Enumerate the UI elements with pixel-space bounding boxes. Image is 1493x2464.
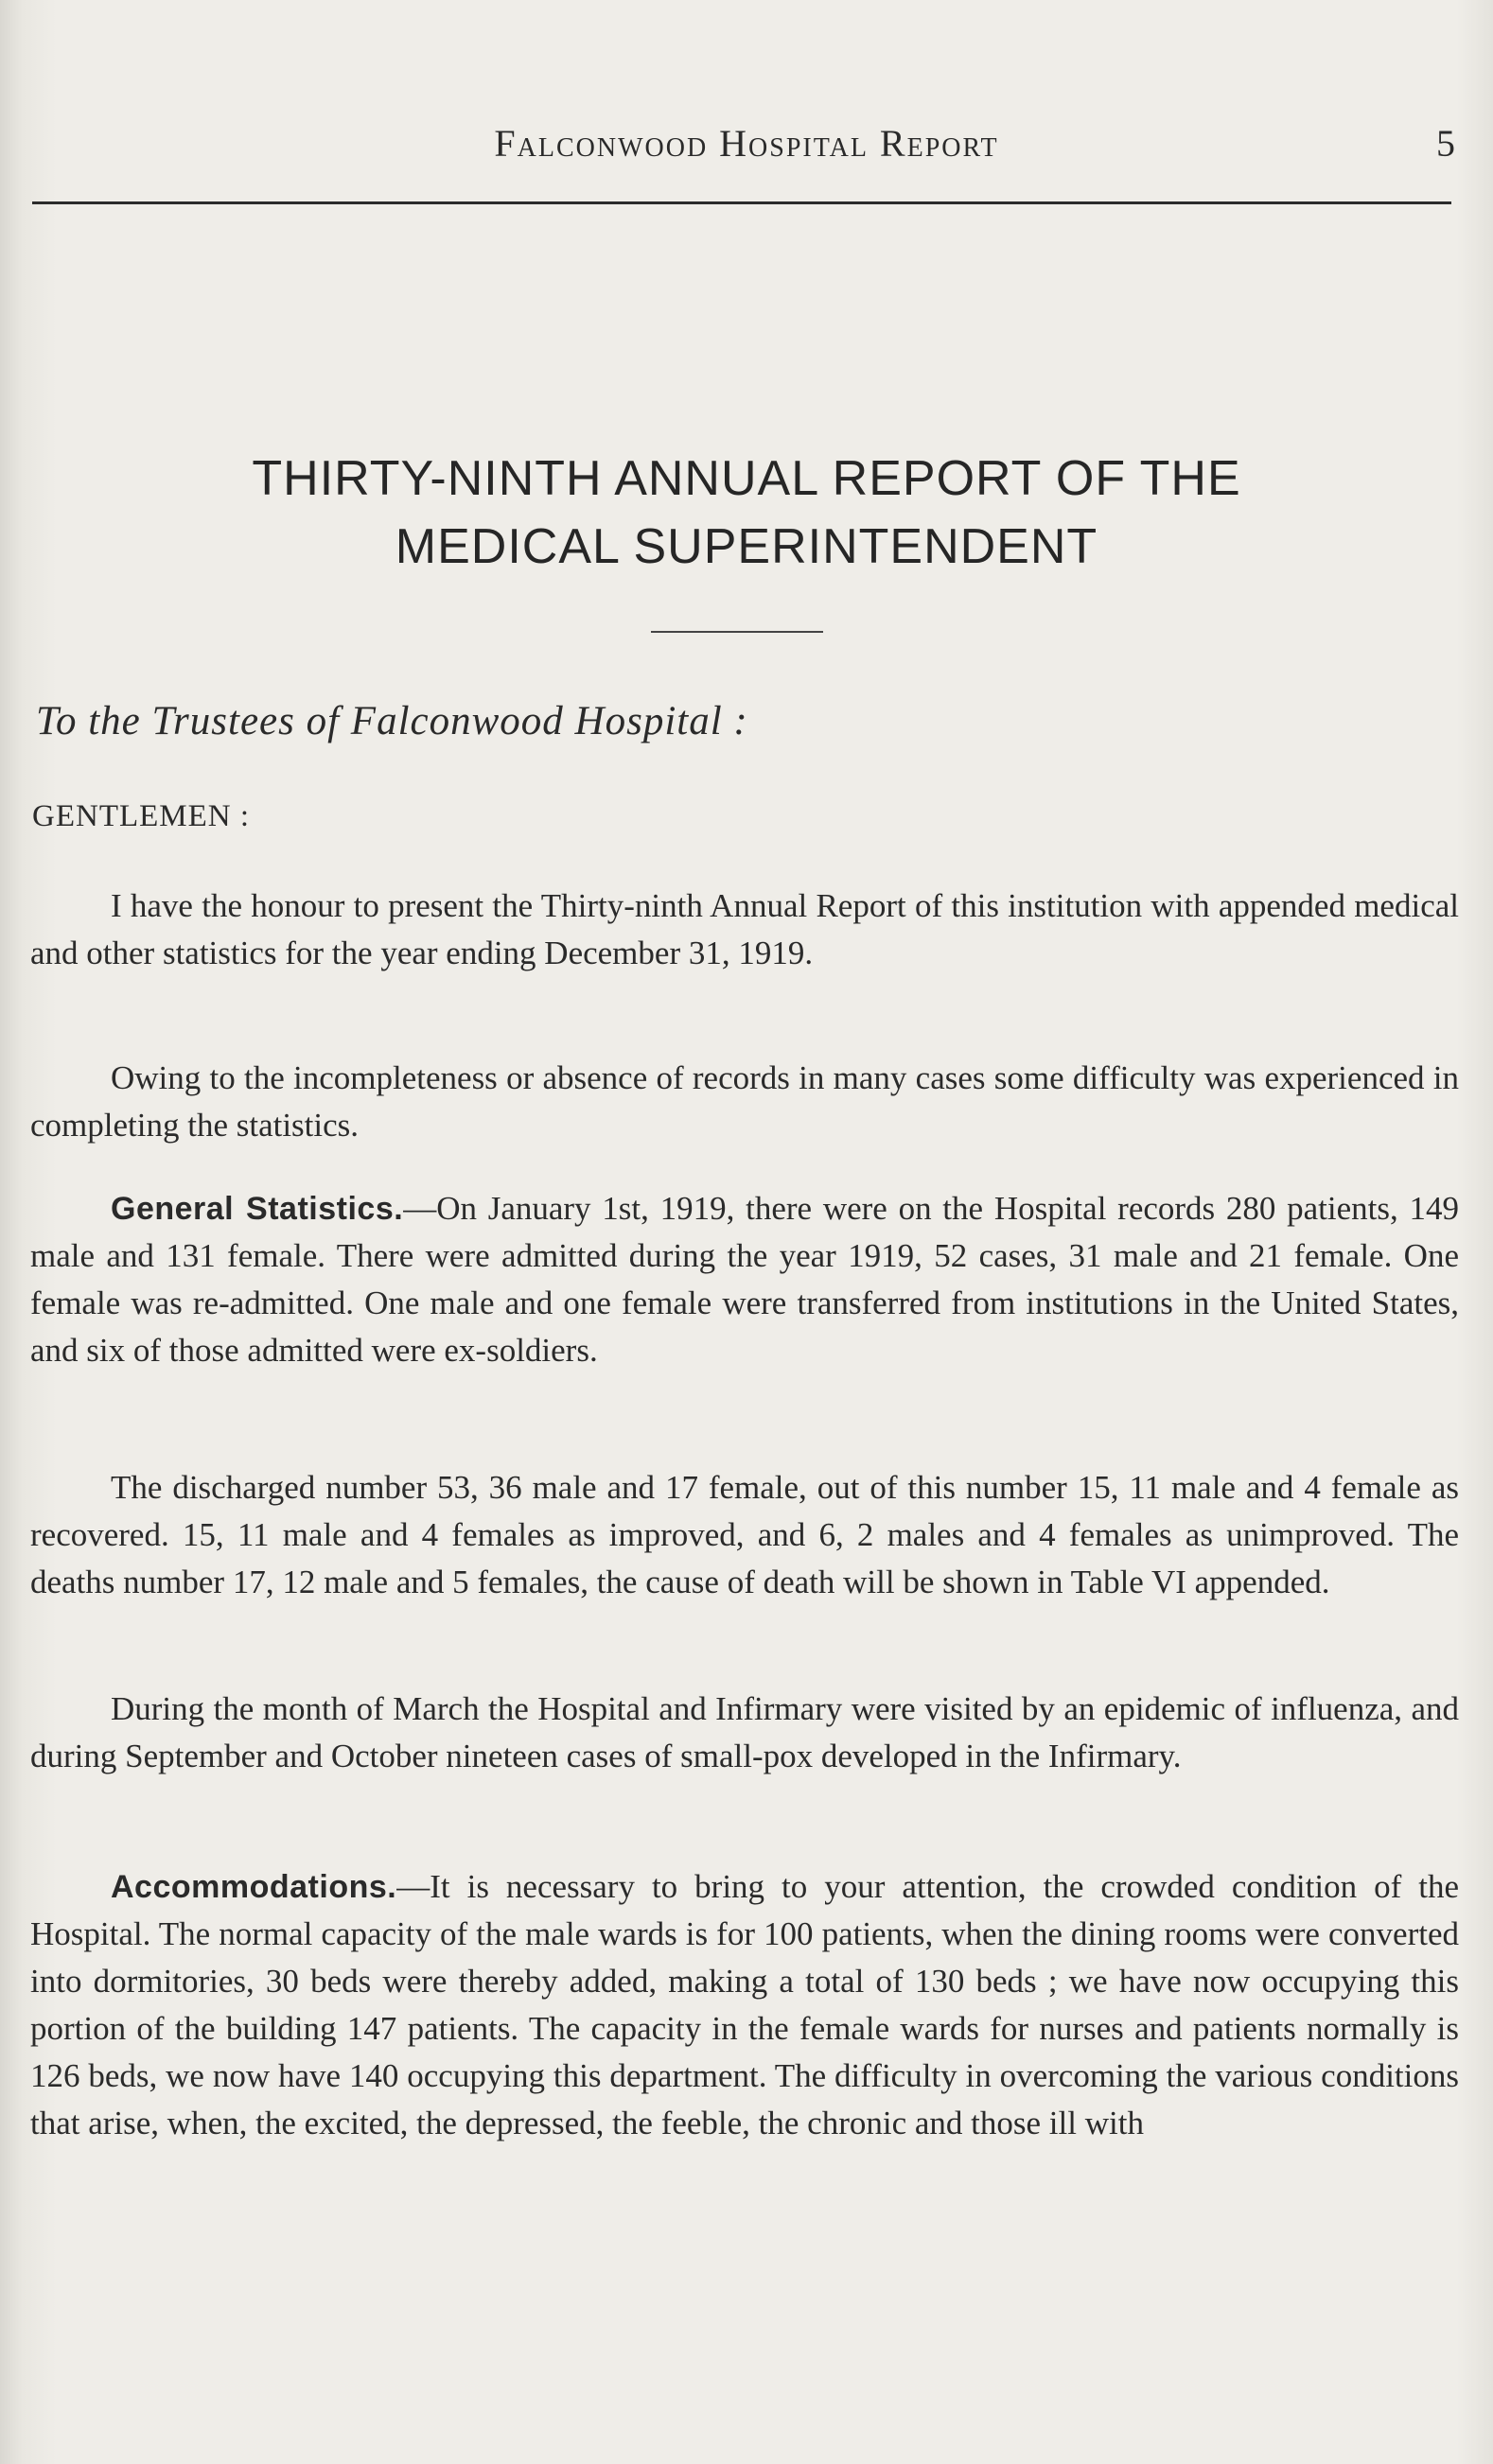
running-title: Falconwood Hospital Report [494, 122, 999, 165]
section-heading-general-statistics: General Statistics. [111, 1191, 404, 1227]
report-title-line-1: THIRTY-NINTH ANNUAL REPORT OF THE [252, 451, 1241, 506]
paragraph-text: I have the honour to present the Thirty-ninth Annual Report of this institution with appended medical and other statistics for the year ending December 31, 1919. [30, 887, 1459, 971]
paragraph-text: —It is necessary to bring to your attention, the crowded condition of the Hospital. The normal capacity of the male wards is for 100 patients, when the dining rooms were converted into dormitories, 30 beds were thereby added, making a total of 130 beds ; we have now occupying this portion of the building 147 patients. The capacity in the female wards for nurses and patients normally is 126 beds, we now have 140 occupying this department. The difficulty in overcoming the various conditions that arise, when, the excited, the depressed, the feeble, the chronic and those ill with [30, 1868, 1459, 2141]
salutation: To the Trustees of Falconwood Hospital : [36, 699, 748, 743]
report-title-line-2: MEDICAL SUPERINTENDENT [395, 519, 1098, 574]
paragraph-introduction [30, 882, 1459, 977]
greeting: GENTLEMEN : [32, 799, 251, 833]
paragraph-text: Owing to the incompleteness or absence of records in many cases some difficulty was experienced in completing the statistics. [30, 1059, 1459, 1144]
section-heading-accommodations: Accommodations. [111, 1869, 397, 1905]
running-header [0, 121, 1493, 168]
paragraph-epidemic [30, 1686, 1459, 1780]
header-rule [32, 201, 1451, 204]
title-divider [651, 631, 823, 633]
paragraph-general-statistics [30, 1185, 1459, 1374]
paragraph-text: —On January 1st, 1919, there were on the Hospital records 280 patients, 149 male and 131 female. There were admitted during the year 1919, 52 cases, 31 male and 21 female. One female was re-admitted. One male and one female were transferred from institutions in the United States, and six of those admitted were ex-soldiers. [30, 1190, 1460, 1369]
paragraph-discharges [30, 1464, 1459, 1606]
report-title [0, 445, 1493, 581]
paragraph-accommodations [30, 1863, 1459, 2147]
page-number: 5 [1436, 122, 1455, 165]
paragraph-text: The discharged number 53, 36 male and 17 female, out of this number 15, 11 male and 4 female as recovered. 15, 11 male and 4 females as improved, and 6, 2 males and 4 females as unimproved. The deaths number 17, 12 male and 5 females, the cause of death will be shown in Table VI appended. [30, 1469, 1459, 1600]
paragraph-records [30, 1055, 1459, 1149]
paragraph-text: During the month of March the Hospital and Infirmary were visited by an epidemic of influenza, and during September and October nineteen cases of small-pox developed in the Infirmary. [30, 1690, 1459, 1774]
